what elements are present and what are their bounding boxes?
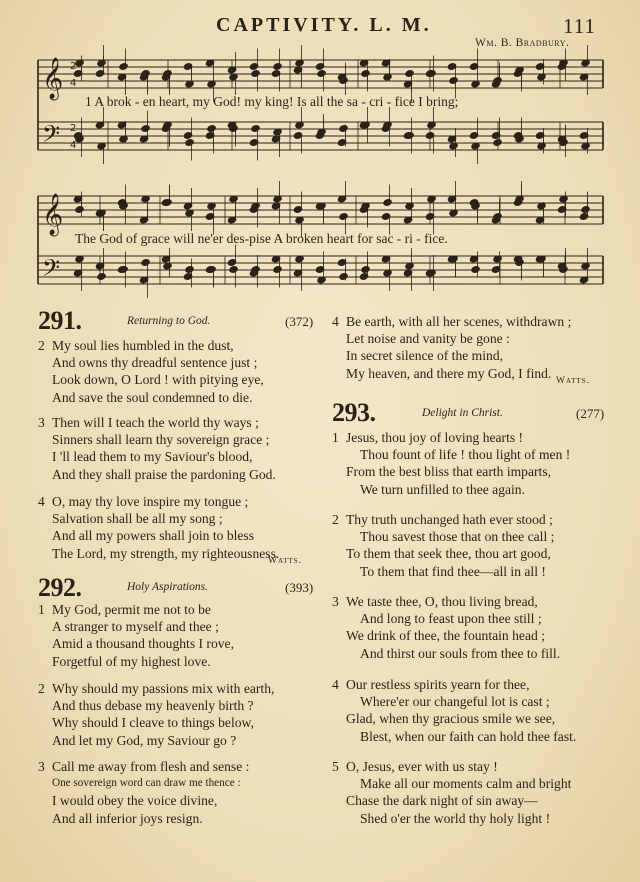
bass-clef-icon: 𝄢	[42, 254, 61, 287]
verse: 4 Our restless spirits yearn for thee, Where'er our changeful lot is cast ; Glad, when thy gracious smile we see, Blest, when our faith can hold thee fast.	[332, 677, 577, 744]
verse: 3 Call me away from flesh and sense : One sovereign word can draw me thence : I would obey the voice divine, And all inferior joys resign.	[38, 759, 250, 826]
attribution: Watts.	[268, 556, 303, 566]
treble-clef-icon: 𝄞	[42, 58, 64, 99]
verse: 2 Why should my passions mix with earth, And thus debase my heavenly birth ? Why should I cleave to things below, And let my God, my Saviour go ?	[38, 681, 275, 748]
bass-clef-icon: 𝄢	[42, 120, 61, 153]
note-head	[471, 266, 480, 274]
verse: 3 Then will I teach the world thy ways ; Sinners shall learn thy sovereign grace ; I 'll lead them to my Saviour's blood, And they shall praise the pardoning God.	[38, 415, 276, 482]
note-head	[493, 77, 502, 85]
verse: 1 My God, permit me not to be A stranger to myself and thee ; Amid a thousand thoughts I rove, Forgetful of my highest love.	[38, 602, 234, 669]
time-signature: 4	[70, 140, 77, 151]
note-head	[141, 125, 150, 133]
note-head	[273, 266, 282, 274]
note-head	[317, 70, 326, 78]
note-head	[361, 70, 370, 78]
note-head	[339, 273, 348, 281]
verse: 1 Jesus, thou joy of loving hearts ! Thou fount of life ! thou light of men ! From the best bliss that earth imparts, We turn unfilled to thee again.	[332, 430, 571, 497]
verse: 4 Be earth, with all her scenes, withdrawn ; Let noise and vanity be gone : In secret silence of the mind, My heaven, and there my God, I find.	[332, 314, 572, 381]
note-head	[449, 77, 458, 85]
hymn-number: 292.	[38, 573, 82, 602]
music-score	[0, 0, 640, 300]
note-head	[163, 70, 172, 78]
verse: 5 O, Jesus, ever with us stay ! Make all our moments calm and bright Chase the dark night of sin away— Shed o'er the world thy holy light !	[332, 759, 572, 826]
lyrics-line-2: The God of grace will ne'er des-pise A broken heart for sac - ri - fice.	[75, 231, 448, 246]
note-head	[339, 125, 348, 133]
time-signature: 4	[70, 78, 77, 89]
note-head	[251, 125, 260, 133]
lyrics-line-1: 1 A brok - en heart, my God! my king! Is all the sa - cri - fice I bring;	[85, 94, 459, 109]
time-signature: 2	[70, 61, 77, 72]
attribution: Watts.	[556, 376, 591, 386]
note-head	[361, 266, 370, 274]
note-head	[119, 63, 128, 71]
note-head	[141, 259, 150, 267]
verse: 3 We taste thee, O, thou living bread, And long to feast upon thee still ; We drink of thee, the fountain head ; And thirst our souls from thee to fill.	[332, 594, 561, 661]
note-head	[493, 139, 502, 147]
note-head	[185, 266, 194, 274]
page-number: 111	[563, 14, 596, 38]
hymn-number: 293.	[332, 398, 376, 427]
note-head	[273, 63, 282, 71]
note-head	[75, 206, 84, 214]
note-head	[207, 125, 216, 133]
hymn-subtitle: Delight in Christ.	[422, 407, 503, 419]
verse: 4 O, may thy love inspire my tongue ; Salvation shall be all my song ; And all my powers shall join to bless The Lord, my strength, my righteousness.	[38, 494, 280, 561]
note-head	[97, 273, 106, 281]
verse: 2 Thy truth unchanged hath ever stood ; Thou savest those that on thee call ; To them that seek thee, thou art good, To them that find thee—all in all !	[332, 512, 555, 579]
note-head	[383, 199, 392, 207]
time-signature: 2	[70, 123, 77, 134]
composer-credit: Wm. B. Bradbury.	[475, 37, 570, 49]
note-head	[251, 266, 260, 274]
hymn-subtitle: Holy Aspirations.	[127, 581, 208, 593]
note-head	[493, 213, 502, 221]
hymn-subtitle: Returning to God.	[127, 315, 211, 327]
verse: 2 My soul lies humbled in the dust, And owns thy dreadful sentence just ; Look down, O Lord ! with pitying eye, And save the soul condemned to die.	[38, 338, 264, 405]
hymn-number: 291.	[38, 306, 82, 335]
treble-clef-icon: 𝄞	[42, 194, 64, 235]
hymn-ref: (372)	[285, 314, 314, 329]
note-head	[229, 266, 238, 274]
note-head	[141, 70, 150, 78]
note-head	[339, 213, 348, 221]
hymn-ref: (393)	[285, 580, 314, 595]
note-head	[185, 139, 194, 147]
tune-title: CAPTIVITY. L. M.	[216, 14, 432, 36]
hymn-ref: (277)	[576, 406, 605, 421]
note-head	[251, 70, 260, 78]
note-head	[405, 70, 414, 78]
note-head	[581, 206, 590, 214]
